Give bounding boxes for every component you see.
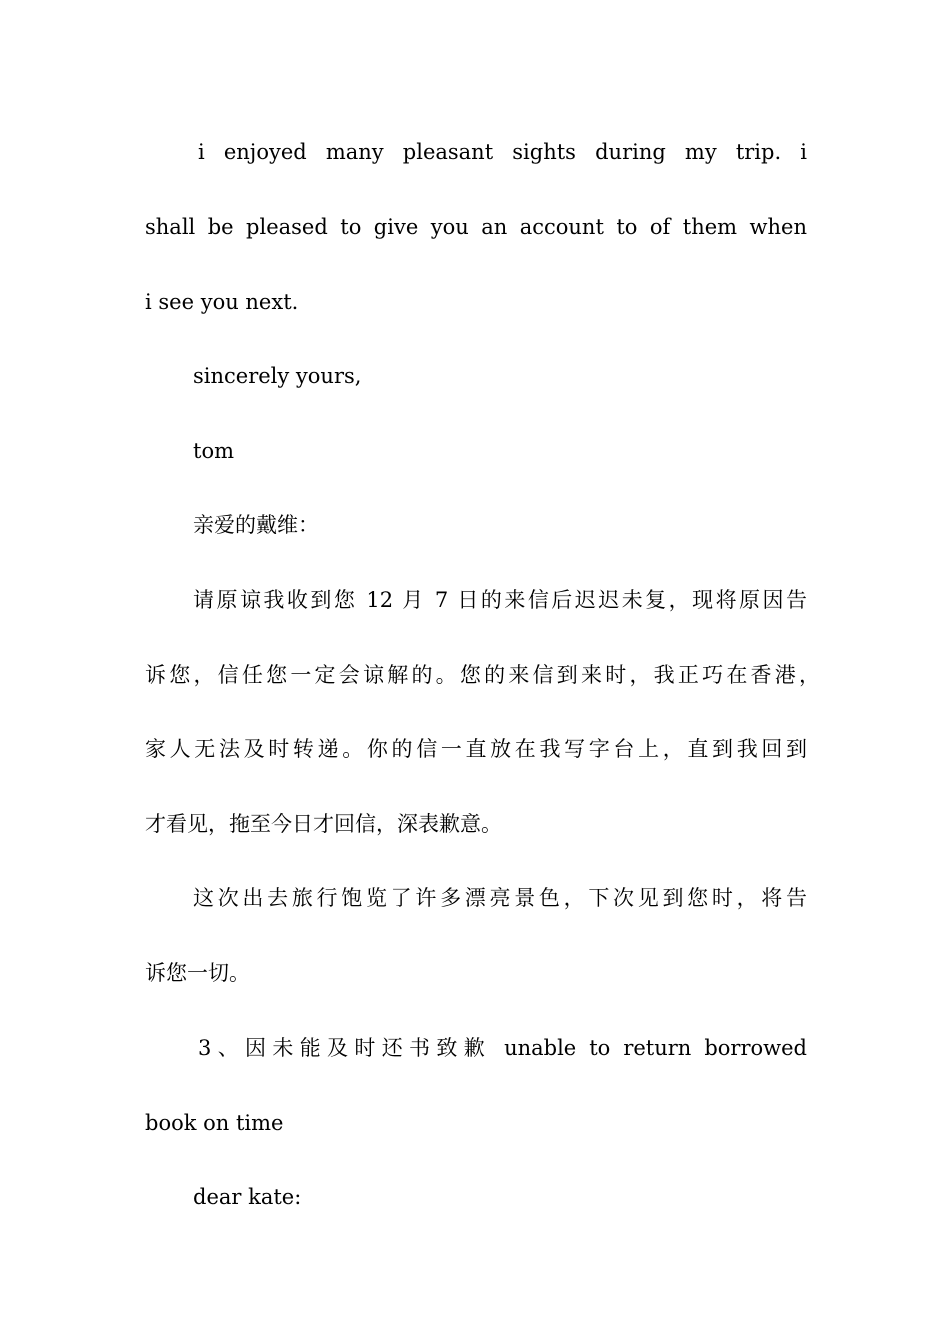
- paragraph-line: 诉您，信任您一定会谅解的。您的来信到来时，我正巧在香港，: [145, 663, 820, 687]
- paragraph-line: 诉您一切。: [145, 961, 250, 985]
- paragraph-line: 这次出去旅行饱览了许多漂亮景色，下次见到您时，将告: [193, 886, 807, 910]
- paragraph-line: 请原谅我收到您 12 月 7 日的来信后迟迟未复，现将原因告: [193, 588, 807, 612]
- salutation-cn: 亲爱的戴维：: [193, 513, 319, 537]
- paragraph-line: 才看见，拖至今日才回信，深表歉意。: [145, 812, 502, 836]
- signature-line: tom: [193, 439, 234, 463]
- paragraph-line: i see you next.: [145, 290, 299, 314]
- paragraph-line: 家人无法及时转递。你的信一直放在我写字台上，直到我回到: [145, 737, 807, 761]
- paragraph-line: shall be pleased to give you an account to of them when: [145, 215, 807, 239]
- paragraph-line: i enjoyed many pleasant sights during my trip. i: [198, 140, 807, 164]
- section-heading-continued: book on time: [145, 1111, 284, 1135]
- salutation-en: dear kate:: [193, 1185, 302, 1209]
- section-heading: 3、因未能及时还书致歉 unable to return borrowed: [198, 1036, 807, 1060]
- closing-line: sincerely yours,: [193, 364, 362, 388]
